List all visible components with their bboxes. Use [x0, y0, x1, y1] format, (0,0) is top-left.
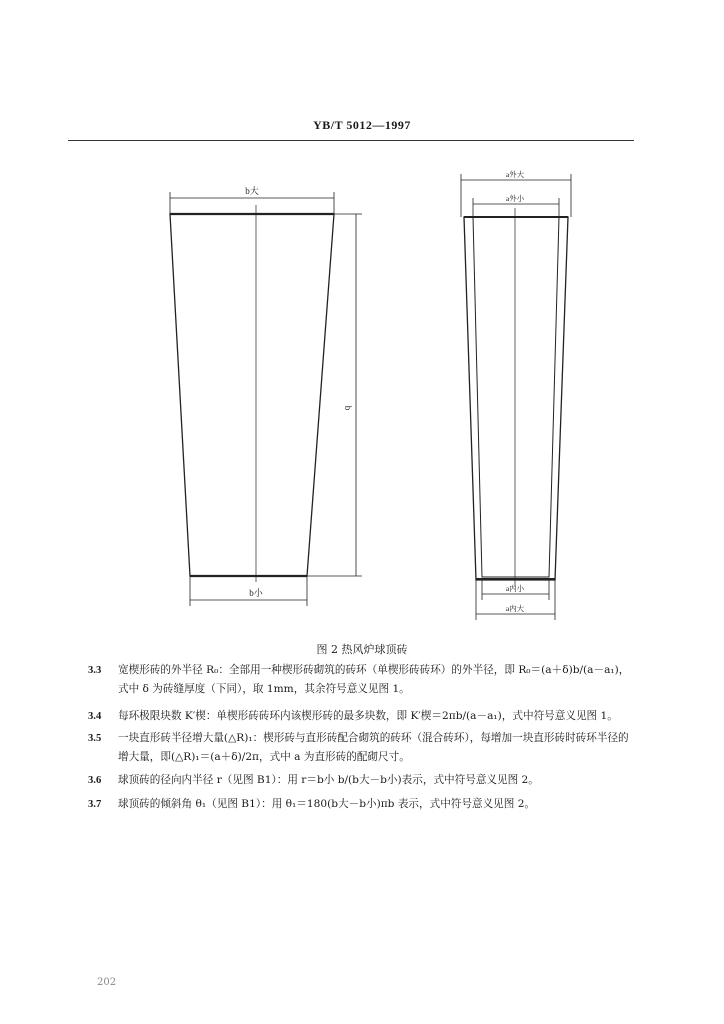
page-number: 202: [97, 977, 117, 988]
clause-text: 一块直形砖半径增大量(△R)₁：楔形砖与直形砖配合砌筑的砖环（混合砖环），每增加一块直形砖时砖环半径的增大量，即(△R)₁＝(a＋δ)/2π，式中 a 为直形砖的配砌尺寸。: [118, 732, 629, 763]
label-b-top: b大: [245, 186, 259, 196]
label-a-inner-bottom: a内小: [505, 584, 525, 593]
figure-caption: 图 2 热风炉球顶砖: [316, 643, 408, 656]
label-a-outer-bottom: a内大: [505, 604, 525, 613]
dome-brick-drawing: [461, 174, 571, 620]
dome-brick-outer-outline: [464, 217, 568, 580]
label-b-bottom: b小: [249, 588, 263, 598]
clause-number: 3.4: [88, 711, 102, 722]
label-b-height: b: [343, 405, 353, 411]
clause-text: 每环极限块数 K′楔：单楔形砖砖环内该楔形砖的最多块数，即 K′楔＝2πb/(a－a₁)，式中符号意义见图 1。: [118, 710, 618, 722]
clause-number: 3.7: [88, 799, 102, 810]
wedge-brick-drawing: [170, 192, 362, 606]
dome-brick-inner-outline: [473, 217, 559, 577]
clause-number: 3.5: [88, 733, 102, 744]
clause-3-7: [88, 795, 634, 814]
label-a-outer-top: a外大: [505, 170, 525, 179]
label-a-inner-top: a外小: [505, 194, 525, 203]
clause-3-5: [88, 729, 634, 767]
clause-text: 宽楔形砖的外半径 R₀：全部用一种楔形砖砌筑的砖环（单楔形砖砖环）的外半径，即 R₀＝(a＋δ)b/(a－a₁)，式中 δ 为砖缝厚度（下同），取 1mm，其余符号意义见图 1。: [118, 664, 630, 695]
clause-number: 3.6: [88, 775, 102, 786]
clause-text: 球顶砖的径向内半径 r（见图 B1）：用 r＝b小 b/(b大－b小)表示，式中符号意义见图 2。: [118, 774, 539, 786]
clause-3-6: [88, 771, 634, 790]
clause-text: 球顶砖的倾斜角 θ₁（见图 B1）：用 θ₁＝180(b大－b小)πb 表示，式中符号意义见图 2。: [118, 798, 536, 810]
clause-3-4: [88, 707, 634, 726]
standard-header: YB/T 5012—1997: [313, 118, 411, 132]
wedge-brick-outline: [170, 214, 334, 576]
clause-3-3: [88, 661, 634, 699]
clause-number: 3.3: [88, 665, 102, 676]
wedge-brick-labels: [245, 185, 353, 598]
